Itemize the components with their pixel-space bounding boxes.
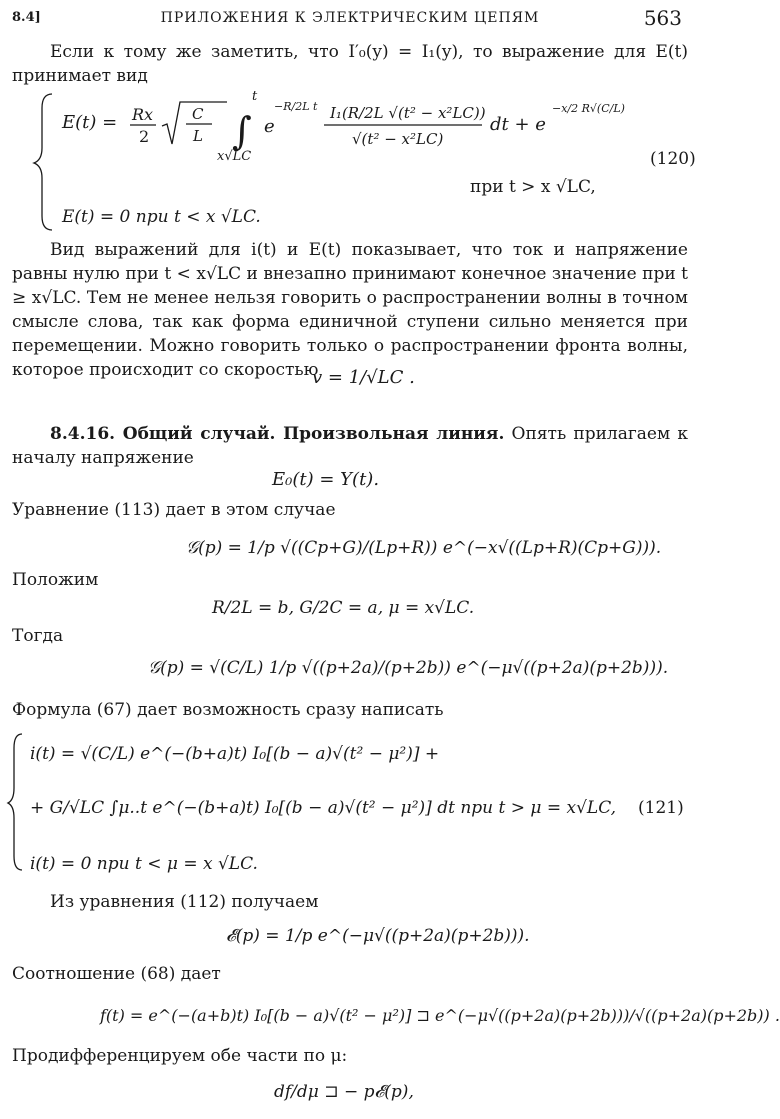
- equation-120: [12, 88, 696, 238]
- paragraph-ratio-68: Соотношение (68) дает: [12, 964, 221, 984]
- equation-120-brace: [34, 94, 52, 230]
- eq120-integral-sign: ∫: [232, 109, 252, 153]
- eq120-tail: dt + e: [490, 114, 546, 135]
- eq120-condition: при t > x √LC,: [470, 177, 596, 197]
- paragraph-equation-113: Уравнение (113) дает в этом случае: [12, 500, 336, 520]
- equation-g1: 𝒢(p) = 1/p √((Cp+G)/(Lp+R)) e^(−x√((Lp+R)(Cp+G))).: [186, 538, 662, 558]
- eq120-sqrt-den: L: [193, 127, 203, 145]
- page-number: 563: [643, 6, 682, 30]
- eq120-e1: e: [264, 116, 275, 137]
- equation-120-svg: [12, 88, 696, 238]
- eq121-line1: i(t) = √(C/L) e^(−(b+a)t) I₀[(b − a)√(t² − μ²)] +: [30, 744, 440, 764]
- eq120-integrand-num: I₁(R/2L √(t² − x²LC)): [330, 104, 486, 122]
- eq121-label: (121): [638, 798, 684, 818]
- paragraph-intro: [12, 40, 688, 64]
- paragraph-general-case: [12, 422, 688, 470]
- equation-g2: 𝒢(p) = √(C/L) 1/p √((p+2a)/(p+2b)) e^(−μ√((p+2a)(p+2b))).: [148, 658, 669, 678]
- paragraph-equation-112: Из уравнения (112) получаем: [50, 892, 319, 912]
- section-heading: 8.4.16. Общий случай. Произвольная линия.: [50, 424, 505, 444]
- section-number: 8.4]: [12, 10, 41, 25]
- paragraph-front-velocity: Вид выражений для i(t) и E(t) показывает, что ток и напряжение равны нулю при t < x√LC и внезапно принимают конечное значение при t ≥ x√LC. Тем не менее нельзя говорить о распространении волны в точном смысле слова, так как форма единичной ступени сильно меняется при перемещении. Можно говорить только о распространении фронта волны, которое происходит со скоростью: [12, 240, 688, 380]
- equation-121-brace: [8, 734, 22, 870]
- eq120-frac-num: Rx: [132, 105, 154, 124]
- eq120-frac-den: 2: [139, 127, 150, 146]
- paragraph-formula-67: Формула (67) дает возможность сразу написать: [12, 700, 444, 720]
- paragraph-general-case-text: Опять прилагаем к началу напряжение: [12, 424, 688, 468]
- equation-velocity: v = 1/√LC .: [312, 367, 415, 388]
- running-title: ПРИЛОЖЕНИЯ К ЭЛЕКТРИЧЕСКИМ ЦЕПЯМ: [160, 10, 540, 26]
- paragraph-intro-line2: принимает вид: [12, 66, 148, 86]
- paragraph-set: Положим: [12, 570, 99, 590]
- eq121-line2: + G/√LC ∫μ..t e^(−(b+a)t) I₀[(b − a)√(t² − μ²)] dt при t > μ = x√LC,: [30, 798, 617, 818]
- eq120-int-upper: t: [252, 89, 258, 104]
- equation-e0: E₀(t) = Υ(t).: [272, 469, 380, 490]
- eq120-int-lower: x√LC: [217, 149, 252, 164]
- eq121-line3: i(t) = 0 при t < μ = x √LC.: [30, 854, 258, 874]
- eq120-exp1: −R/2L t: [274, 100, 318, 113]
- equation-e-p: 𝓔(p) = 1/p e^(−μ√((p+2a)(p+2b))).: [226, 926, 530, 946]
- eq120-label: (120): [650, 149, 696, 169]
- eq120-line2: E(t) = 0 при t < x √LC.: [62, 207, 261, 227]
- eq120-integrand-den: √(t² − x²LC): [352, 130, 444, 148]
- running-header: [0, 4, 700, 32]
- paragraph-differentiate: Продифференцируем обе части по μ:: [12, 1046, 348, 1066]
- paragraph-then: Тогда: [12, 626, 64, 646]
- eq120-lhs: E(t) =: [62, 112, 118, 133]
- paragraph-intro-line1: Если к тому же заметить, что I′₀(y) = I₁(y), то выражение для E(t): [50, 42, 688, 62]
- eq120-exp2: −x/2 R√(C/L): [552, 102, 625, 115]
- equation-df: df/dμ ⊐ − p𝓔(p),: [274, 1082, 414, 1102]
- equation-substitution: R/2L = b, G/2C = a, μ = x√LC.: [212, 598, 475, 618]
- eq120-sqrt-num: C: [192, 105, 204, 123]
- equation-f-t: f(t) = e^(−(a+b)t) I₀[(b − a)√(t² − μ²)] ⊐ e^(−μ√((p+2a)(p+2b)))/√((p+2a)(p+2b)) .: [100, 1006, 780, 1025]
